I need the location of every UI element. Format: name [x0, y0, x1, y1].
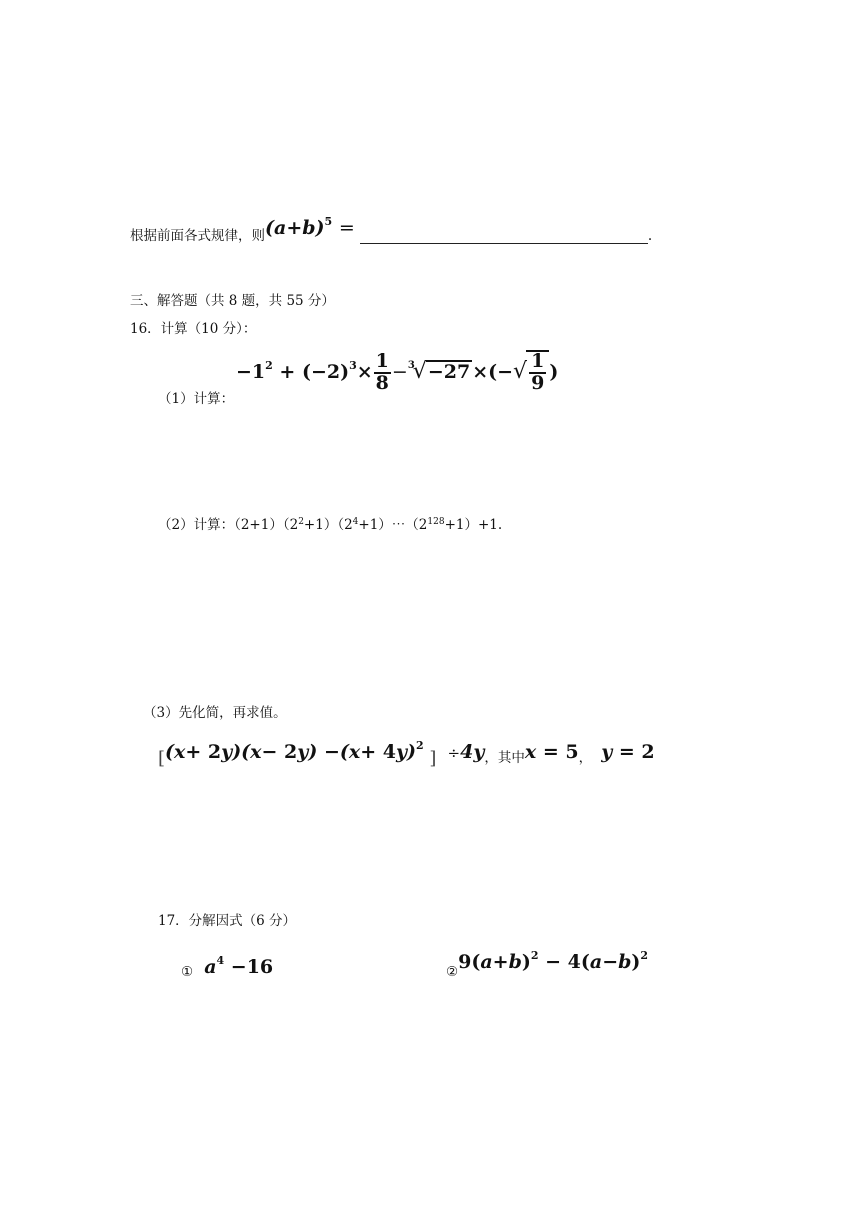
x-value: x = 5 — [524, 741, 579, 763]
q16-part2-exp2: 4 — [352, 517, 359, 527]
q16-part2-label: （2）计算： — [158, 517, 235, 533]
q17-item1-formula: $a^4 -16$ — [204, 954, 274, 978]
q17-item1-marker: ① — [181, 964, 194, 980]
q15-text: 根据前面各式规律，则 — [130, 228, 265, 244]
q16-part2-expr-lead: （2+1）（2 — [234, 517, 299, 533]
q17-item2 — [446, 949, 649, 980]
q16-part2-expr-tail: +1）+1. — [444, 517, 503, 533]
q17-item1 — [181, 954, 274, 980]
q16-part1-formula: $-1^2 + (-2)^3\times$ $\frac{1}{8}$ −$^3$√−27 ×(−√ $\frac{1}{9}$ ) — [236, 350, 559, 394]
q16-title: 16．计算（10 分）： — [130, 321, 257, 337]
q16-part2 — [158, 513, 502, 533]
q16-part3-expression — [158, 739, 655, 769]
q16-part2-exp3: 128 — [427, 517, 445, 527]
q17-item2-formula: $9(a+b)^2 - 4(a-b)^2$ — [458, 949, 649, 973]
divide-part: ÷4y — [447, 741, 485, 763]
right-bracket: ] — [423, 748, 437, 769]
q15-period: . — [647, 228, 653, 244]
q15-answer-line — [130, 215, 653, 244]
q16-part1-label: （1）计算： — [158, 391, 235, 407]
q15-answer-blank[interactable] — [360, 229, 648, 244]
value-comma: ， — [578, 750, 593, 766]
q15-formula: $(a+b)^5$ = — [265, 215, 355, 239]
y-value: y = 2 — [601, 741, 655, 763]
q16-part2-expr-mid2: +1）⋯（2 — [358, 517, 428, 533]
q16-part3-label: （3）先化简，再求值。 — [143, 705, 287, 721]
q16-part3-formula: $(x+ 2y)(x- 2y) -(x+ 4y)^2$ — [165, 739, 424, 763]
q17-item2-marker: ② — [446, 964, 459, 980]
where-text: ，其中 — [484, 750, 525, 766]
q16-part2-expr-mid1: +1）（2 — [303, 517, 353, 533]
q17-title: 17．分解因式（6 分） — [158, 913, 297, 929]
left-bracket: [ — [158, 748, 166, 769]
q16-part2-exp1: 2 — [298, 517, 304, 527]
section-heading: 三、解答题（共 8 题，共 55 分） — [130, 293, 335, 309]
